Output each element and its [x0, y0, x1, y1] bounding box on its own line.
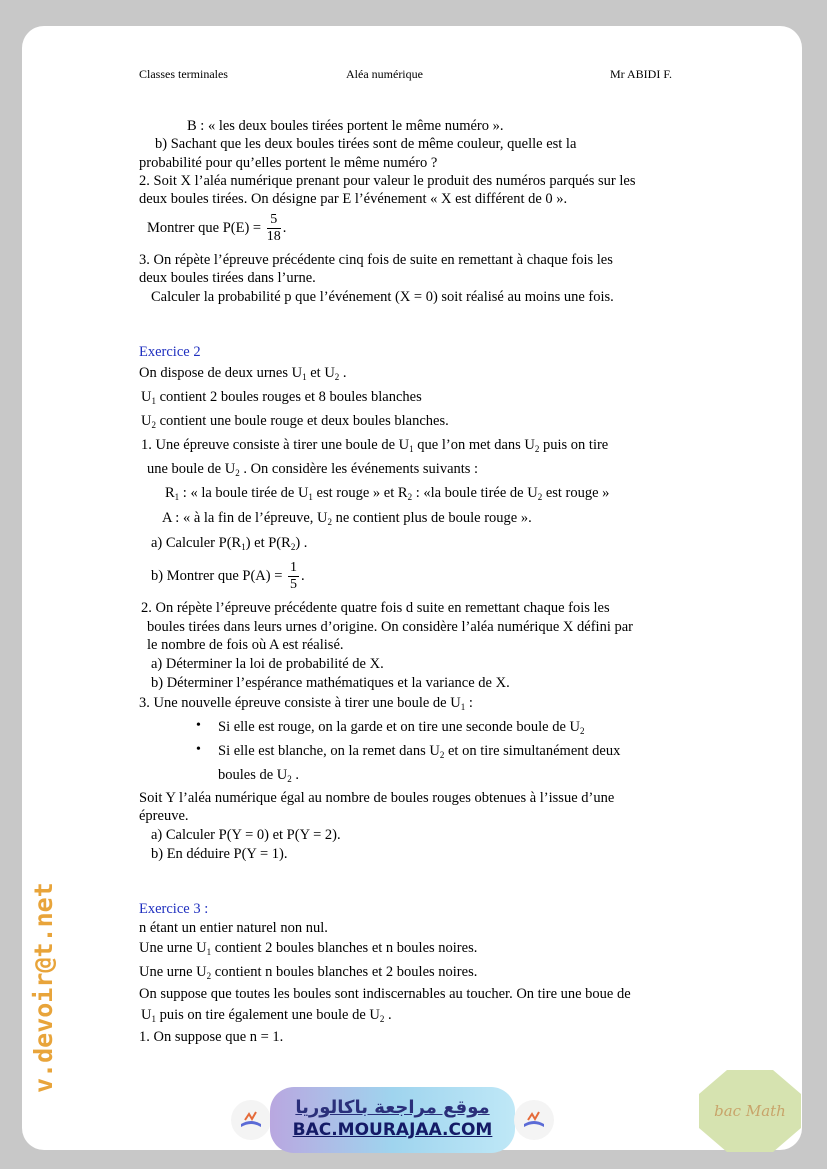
text-line: B : « les deux boules tirées portent le même numéro ». [187, 118, 504, 134]
text: 1. Une épreuve consiste à tirer une boule de U [141, 437, 410, 453]
text: ) . [295, 535, 308, 551]
text: contient une boule rouge et deux boules blanches. [155, 413, 449, 429]
text: ne contient plus de boule rouge ». [331, 510, 532, 526]
text: a) Calculer P(R [151, 535, 242, 551]
subscript: 1 [206, 947, 212, 957]
subscript: 1 [460, 702, 466, 712]
watermark-text: v.devoir@t.net [29, 882, 58, 1093]
text: contient 2 boules rouges et 8 boules blanches [155, 389, 422, 405]
subscript: 2 [379, 1014, 385, 1024]
bac-math-badge [697, 1068, 803, 1154]
subscript: 1 [174, 492, 180, 502]
fraction-numerator: 5 [267, 212, 281, 229]
fraction [267, 212, 281, 245]
text: : « la boule tirée de U [179, 485, 309, 501]
text-line [165, 484, 609, 506]
text-line: probabilité pour qu’elles portent le même numéro ? [139, 155, 438, 171]
text-line [147, 460, 478, 482]
text: puis on tire également une boule de U [155, 1007, 380, 1023]
text-line [218, 766, 299, 788]
text-line: Soit Y l’aléa numérique égal au nombre de boules rouges obtenues à l’issue d’une [139, 790, 615, 806]
text: contient n boules blanches et 2 boules noires. [211, 964, 478, 980]
text-line [139, 963, 477, 985]
text-line [139, 364, 347, 386]
text-line: On suppose que toutes les boules sont indiscernables au toucher. On tire une boue de [139, 986, 631, 1002]
text: . [384, 1007, 392, 1023]
bullet-icon: • [196, 742, 201, 757]
text-line [218, 718, 584, 740]
text-line: le nombre de fois où A est réalisé. [147, 637, 344, 653]
subscript: 2 [287, 774, 292, 784]
subscript: 1 [302, 372, 307, 382]
text: et on tire simultanément deux [444, 743, 621, 759]
book-logo-icon [514, 1100, 554, 1140]
subscript: 1 [409, 444, 414, 454]
text-line: 2. Soit X l’aléa numérique prenant pour valeur le produit des numéros parqués sur les [139, 173, 636, 189]
text: Une urne U [139, 940, 207, 956]
banner-url[interactable]: BAC.MOURAJAA.COM [292, 1120, 493, 1140]
text: est rouge » et R [312, 485, 408, 501]
text-line: b) En déduire P(Y = 1). [151, 846, 288, 862]
bullet-icon: • [196, 718, 201, 733]
subscript: 2 [327, 517, 332, 527]
text: puis on tire [539, 437, 609, 453]
header-class: Classes terminales [139, 67, 228, 81]
text-line: épreuve. [139, 808, 189, 824]
text-line [139, 939, 477, 961]
text-line [218, 742, 620, 764]
subscript: 2 [537, 492, 543, 502]
text: 3. Une nouvelle épreuve consiste à tirer une boule de U [139, 695, 461, 711]
fraction-denominator: 5 [290, 577, 298, 593]
text-line: b) Sachant que les deux boules tirées sont de même couleur, quelle est la [155, 136, 577, 152]
text: : «la boule tirée de U [412, 485, 538, 501]
text-line [141, 436, 608, 458]
fraction-numerator: 1 [290, 560, 298, 576]
header-author: Mr ABIDI F. [610, 67, 673, 81]
text: et U [306, 365, 335, 381]
subscript: 2 [439, 750, 445, 760]
formula-line [147, 211, 286, 245]
subscript: 2 [407, 492, 413, 502]
text: : [465, 695, 473, 711]
text-line: Calculer la probabilité p que l’événement (X = 0) soit réalisé au moins une fois. [151, 289, 614, 305]
badge-text: bac Math [714, 1102, 786, 1120]
text: . [339, 365, 347, 381]
text: . On considère les événements suivants : [239, 461, 479, 477]
text-line: boules tirées dans leurs urnes d’origine. On considère l’aléa numérique X défini par [147, 619, 633, 635]
text-line: 2. On répète l’épreuve précédente quatre fois d suite en remettant chaque fois les [141, 600, 610, 616]
subscript: 1 [308, 492, 313, 502]
text-line: n étant un entier naturel non nul. [139, 920, 328, 936]
text-line: deux boules tirées. On désigne par E l’événement « X est différent de 0 ». [139, 191, 568, 207]
banner-arabic[interactable]: موقع مراجعة باكالوريا [295, 1097, 490, 1118]
text: A : « à la fin de l’épreuve, U [162, 510, 328, 526]
text: . [291, 767, 300, 783]
formula-line [151, 559, 305, 593]
text-line: 3. On répète l’épreuve précédente cinq fois de suite en remettant à chaque fois les [139, 252, 613, 268]
formula-text: . [301, 568, 305, 584]
text: que l’on met dans U [413, 437, 535, 453]
text: contient 2 boules blanches et n boules noires. [211, 940, 478, 956]
text-line [151, 534, 307, 556]
text: R [165, 485, 175, 501]
text: une boule de U [147, 461, 236, 477]
text: Si elle est blanche, on la remet dans U [218, 743, 440, 759]
text: ) et P(R [245, 535, 291, 551]
subscript: 1 [151, 1014, 156, 1024]
header-title: Aléa numérique [346, 67, 423, 81]
text-line [141, 388, 422, 410]
text: est rouge » [542, 485, 610, 501]
text: U [141, 1007, 152, 1023]
watermark [28, 855, 60, 1095]
text: Une urne U [139, 964, 207, 980]
text: boules de U [218, 767, 288, 783]
formula-text: . [282, 220, 287, 236]
fraction-denominator: 18 [266, 229, 281, 245]
subscript: 1 [151, 396, 156, 406]
subscript: 2 [334, 372, 340, 382]
subscript: 2 [235, 468, 240, 478]
subscript: 2 [534, 444, 540, 454]
formula-text: Montrer que P(E) = [147, 220, 265, 236]
text-line [141, 412, 449, 434]
text-line [162, 509, 532, 531]
text-line: 1. On suppose que n = 1. [139, 1029, 284, 1045]
exercise-3-title: Exercice 3 : [139, 901, 209, 917]
text-line: b) Déterminer l’espérance mathématiques et la variance de X. [151, 675, 510, 691]
fraction [288, 560, 299, 593]
subscript: 2 [290, 542, 296, 552]
text: On dispose de deux urnes U [139, 365, 303, 381]
exercise-2-title: Exercice 2 [139, 344, 201, 360]
subscript: 2 [206, 971, 212, 981]
text-line [141, 1006, 392, 1028]
text: U [141, 413, 152, 429]
formula-text: b) Montrer que P(A) = [151, 568, 287, 584]
text: Si elle est rouge, on la garde et on tire une seconde boule de U [218, 719, 580, 735]
text-line: deux boules tirées dans l’urne. [139, 270, 316, 286]
subscript: 2 [579, 726, 585, 736]
text-line: a) Calculer P(Y = 0) et P(Y = 2). [151, 827, 341, 843]
subscript: 2 [151, 420, 156, 430]
text: U [141, 389, 152, 405]
subscript: 1 [241, 542, 246, 552]
site-banner[interactable] [270, 1087, 515, 1153]
text-line: a) Déterminer la loi de probabilité de X. [151, 656, 384, 672]
text-line [139, 694, 473, 716]
book-logo-icon [231, 1100, 271, 1140]
